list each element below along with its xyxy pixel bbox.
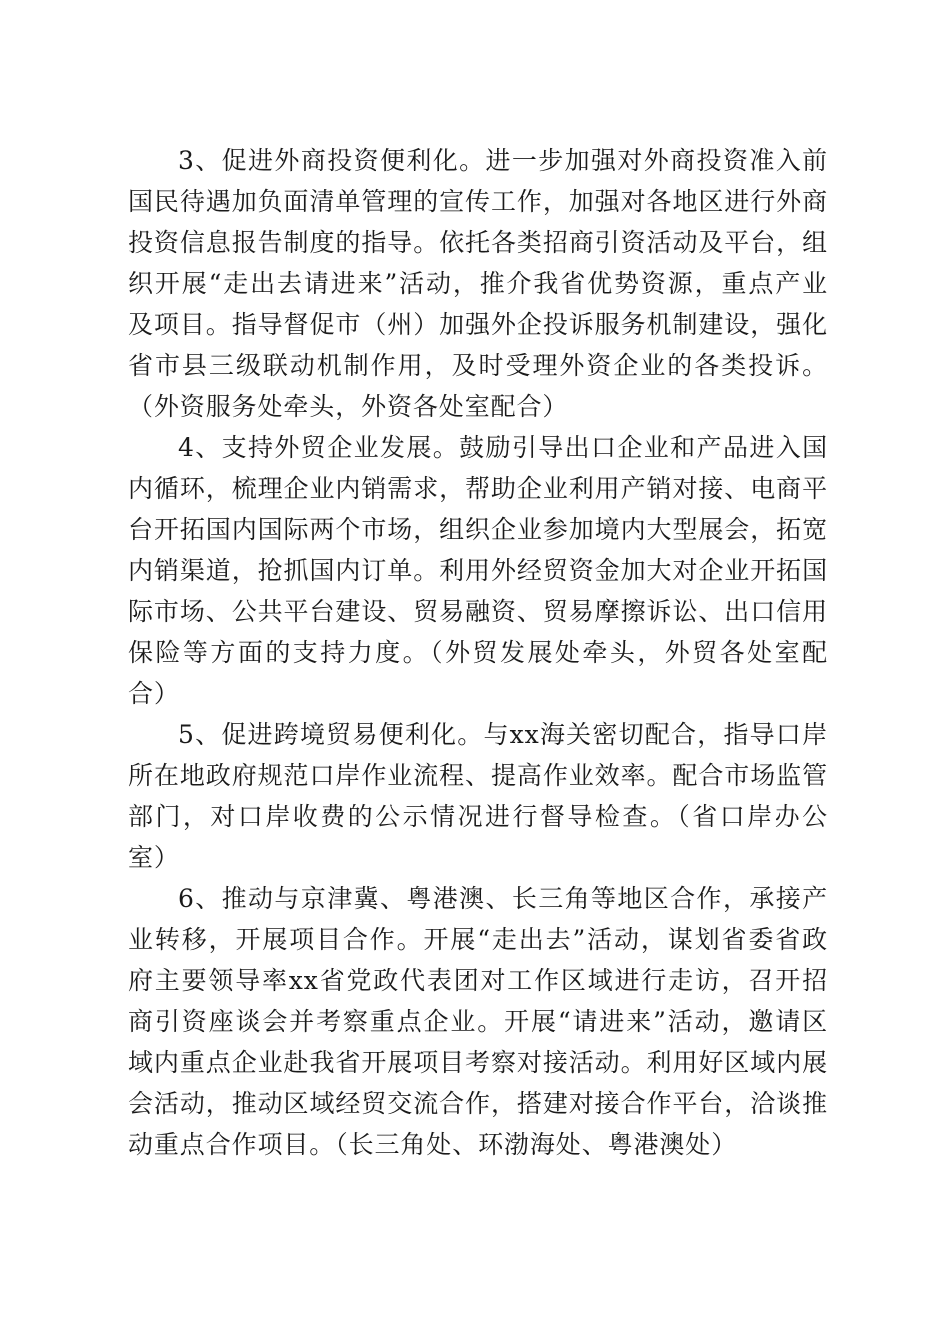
paragraph-item-4: 4、支持外贸企业发展。鼓励引导出口企业和产品进入国内循环，梳理企业内销需求，帮助企业利用产销对接、电商平台开拓国内国际两个市场，组织企业参加境内大型展会，拓宽内销渠道，抢抓国内订单。利用外经贸资金加大对企业开拓国际市场、公共平台建设、贸易融资、贸易摩擦诉讼、出口信用保险等方面的支持力度。（外贸发展处牵头，外贸各处室配合） (128, 433, 828, 708)
paragraph-item-5: 5、促进跨境贸易便利化。与xx海关密切配合，指导口岸所在地政府规范口岸作业流程、提高作业效率。配合市场监管部门，对口岸收费的公示情况进行督导检查。（省口岸办公室） (128, 720, 828, 872)
paragraph-item-3: 3、促进外商投资便利化。进一步加强对外商投资准入前国民待遇加负面清单管理的宣传工作，加强对各地区进行外商投资信息报告制度的指导。依托各类招商引资活动及平台，组织开展“走出去请进来”活动，推介我省优势资源，重点产业及项目。指导督促市（州）加强外企投诉服务机制建设，强化省市县三级联动机制作用，及时受理外资企业的各类投诉。（外资服务处牵头，外资各处室配合） (128, 146, 828, 421)
paragraph-item-6: 6、推动与京津冀、粤港澳、长三角等地区合作，承接产业转移，开展项目合作。开展“走出去”活动，谋划省委省政府主要领导率xx省党政代表团对工作区域进行走访，召开招商引资座谈会并考察重点企业。开展“请进来”活动，邀请区域内重点企业赴我省开展项目考察对接活动。利用好区域内展会活动，推动区域经贸交流合作，搭建对接合作平台，洽谈推动重点合作项目。（长三角处、环渤海处、粤港澳处） (128, 884, 828, 1159)
document-body (128, 140, 828, 1165)
